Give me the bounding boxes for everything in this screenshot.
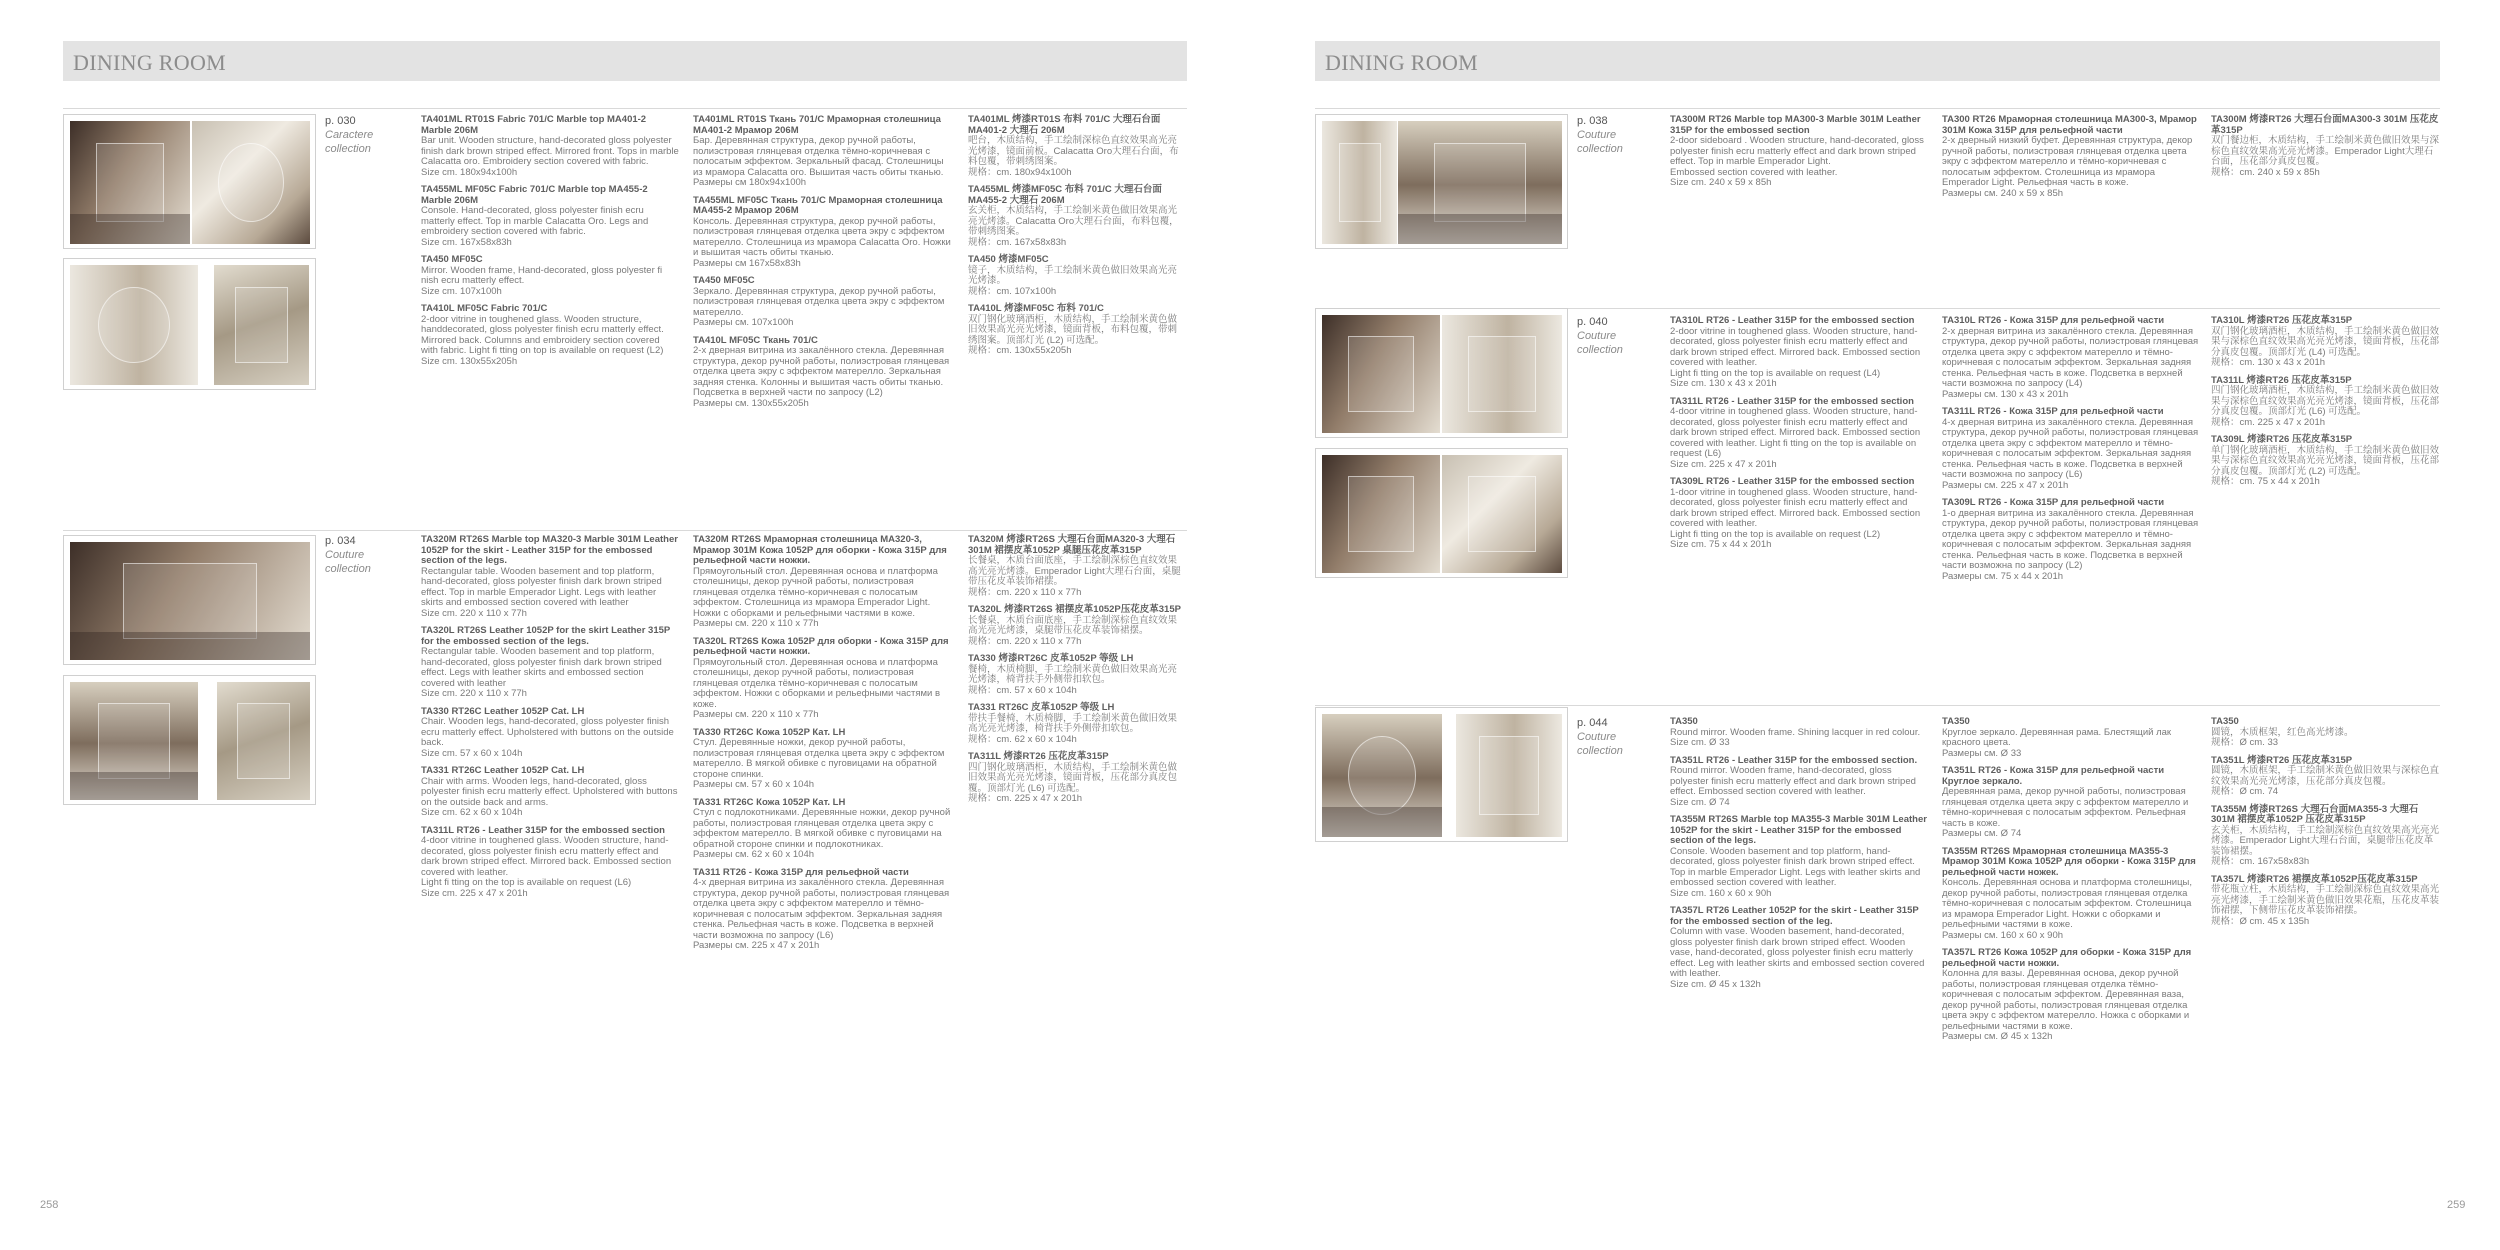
product-code: TA320L RT26S Кожа 1052P для оборки - Кожа 315P для рельефной части ножки. (693, 635, 949, 657)
product-description: 镜子，木质结构，手工绘制米黄色做旧效果高光亮光烤漆。 (968, 264, 1178, 286)
product-description: Стул. Деревянные ножки, декор ручной работы, полиэстровая глянцевая отделка цвета экру с эффектом матерелло. В мягкой обивке с пуговицами на обратной стороне спинки. (693, 737, 945, 780)
product-code: TA310L RT26 - Кожа 315P для рельефной части (1942, 315, 2165, 326)
product-size: Size cm. 57 x 60 x 104h (421, 747, 523, 759)
product-code: TA450 烤漆MF05C (968, 254, 1049, 265)
product-code: TA310L 烤漆RT26 压花皮革315P (2211, 315, 2353, 326)
product-size: 规格：cm. 167x58x83h (2211, 856, 2310, 867)
page-ref-number: p. 044 (1577, 717, 1608, 729)
page-header-right (1315, 41, 2440, 81)
product-code: TA311 RT26 - Кожа 315P для рельефной части (693, 866, 909, 878)
product-entry (2211, 805, 2440, 868)
product-description: 2-х дверная витрина из закалённого стекла. Деревянная структура, декор ручной работы, полиэстровая глянцевая отделка цвета экру с эффектом матерелло. Зеркальная задняя стенка. Колонны и вышитая часть обиты тканью. Подсветка в верхней части по запросу (L2) (693, 345, 950, 398)
description-column-en (421, 115, 679, 374)
product-entry (421, 185, 679, 248)
catalog-section (63, 108, 1187, 468)
product-description: 带扶手餐椅，木质椅脚，手工绘制米黄色做旧效果高光亮光烤漆，椅背扶手外侧带扣软包。 (968, 712, 1178, 734)
product-description: Rectangular table. Wooden basement and top platform, hand-decorated, gloss polyester finish dark brown striped effect. Legs with leather skirts and embossed section covered with leather (421, 646, 662, 689)
product-entry (968, 255, 1186, 297)
product-size: Размеры см. Ø 45 x 132h (1942, 1031, 2053, 1042)
product-description: Mirror. Wooden frame, Hand-decorated, gloss polyester fi nish ecru matterly effect. (421, 264, 663, 286)
product-code: TA455ML 烤漆MF05C 布料 701/C 大理石台面 MA455-2 大理石 206M (968, 184, 1162, 206)
product-code: TA410L MF05C Fabric 701/C (421, 303, 548, 314)
product-description: 圆镜，木质框架，红色高光烤漆。 (2211, 726, 2354, 738)
product-description: 玄关柜，木质结构，手工绘制米黄色做旧效果高光亮光烤漆。Calacatta Oro大理石台面，布料包覆，带刺绣图案。 (968, 205, 1179, 237)
product-entry (968, 535, 1186, 598)
product-code: TA311L 烤漆RT26 压花皮革315P (968, 751, 1109, 762)
product-code: TA330 RT26C Leather 1052P Cat. LH (421, 705, 585, 717)
product-description: Bar unit. Wooden structure, hand-decorated gloss polyester finish dark brown striped effect. Mirrored front. Tops in marble Calacatta oro. Embroidery section covered with fabric. (421, 135, 679, 167)
product-description: Round mirror. Wooden frame, hand-decorated, gloss polyester finish ecru matterly effect and dark brown striped effect. Embossed section covered with leather. (1670, 765, 1916, 797)
product-code: TA350 (1942, 716, 1970, 727)
product-description: Embossed section covered with leather. (1670, 166, 1838, 178)
product-photo (70, 682, 198, 800)
product-description: Console. Wooden basement and top platform, hand-decorated, gloss polyester finish dark brown striped effect. Top in marble Emperador Light. Legs with leather skirts and embossed section covered with leather. (1670, 845, 1921, 888)
product-code: TA351L 烤漆RT26 压花皮革315P (2211, 754, 2353, 766)
page-reference (1577, 717, 1623, 758)
product-code: TA455ML MF05C Fabric 701/C Marble top MA455-2 Marble 206M (421, 184, 648, 206)
product-description: Console. Hand-decorated, gloss polyester finish ecru matterly effect. Top in marble Calacatta Oro. Legs and embroidery section covered with fabric. (421, 205, 649, 237)
product-code: TA330 烤漆RT26C 皮革1052P 等级 LH (968, 653, 1134, 664)
product-code: TA355M RT26S Marble top MA355-3 Marble 301M Leather 1052P for the skirt - Leather 315P for the embossed section of the legs. (1670, 814, 1927, 846)
product-code: TA401ML RT01S Ткань 701/C Мраморная столешница MA401-2 Мрамор 206M (693, 114, 941, 136)
page-number: 258 (40, 1199, 59, 1211)
product-description: Деревянная рама, декор ручной работы, полиэстровая глянцевая отделка цвета экру с эффектом матерелло и тёмно-коричневая с полосатым эффектом. Рельефная часть в коже. (1942, 786, 2189, 829)
product-code: TA331 RT26C Leather 1052P Cat. LH (421, 765, 585, 776)
product-size: 规格：cm. 75 x 44 x 201h (2211, 476, 2320, 487)
product-entry (968, 654, 1186, 696)
collection-label: collection (1577, 142, 1623, 155)
product-image-frame (1315, 707, 1568, 842)
product-size: 规格：cm. 220 x 110 x 77h (968, 586, 1082, 598)
product-code: TA310L RT26 - Leather 315P for the embossed section (1670, 315, 1915, 326)
product-entry (2211, 435, 2440, 488)
product-code: TA309L 烤漆RT26 压花皮革315P (2211, 434, 2353, 445)
product-photo (1442, 315, 1562, 433)
product-entry (1670, 717, 1928, 749)
product-size: 规格：Ø cm. 33 (2211, 737, 2279, 748)
collection-name: Caractere (325, 128, 374, 141)
product-entry (1670, 815, 1928, 899)
product-code: TA410L 烤漆MF05C 布料 701/C (968, 303, 1104, 314)
product-description: 双门钢化玻璃酒柜，木质结构，手工绘制米黄色做旧效果高光亮光烤漆，镜面背板，布料包覆，带刺绣图案。顶部灯光 (L2) 可选配。 (968, 313, 1178, 346)
product-code: TA331 RT26C 皮革1052P 等级 LH (968, 702, 1115, 713)
product-description: 4-door vitrine in toughened glass. Wooden structure, hand-decorated, gloss polyester finish ecru matterly effect and dark brown striped effect. Mirrored back. Embossed section covered with leather. Light fi tting on the top is available on request (L6) (1670, 406, 1921, 459)
description-column-en (1670, 115, 1928, 196)
product-entry (693, 115, 953, 189)
product-description: Rectangular table. Wooden basement and top platform, hand-decorated, gloss polyester finish dark brown striped effect. Top in marble Emperador Light. Legs with leather skirts and embossed section covered with leather (421, 565, 662, 608)
product-size: 规格：cm. 220 x 110 x 77h (968, 635, 1082, 647)
product-description: 吧台，木质结构，手工绘制深棕色直纹效果高光亮光烤漆，镜面前板。Calacatta Oro大理石台面，布料包覆，带刺绣图案。 (968, 135, 1179, 167)
product-description: 2-х дверный низкий буфет. Деревянная структура, декор ручной работы, полиэстровая глянцевая отделка цвета экру с эффектом матерелло и тёмно-коричневая с полосатым эффектом. Столешница из мрамора Emperador Light. Рельефная часть в коже. (1942, 135, 2193, 188)
product-photo (1442, 455, 1562, 573)
product-photo (1322, 455, 1440, 573)
product-image-frame (1315, 308, 1568, 438)
collection-name: Couture (1577, 730, 1617, 743)
page-ref-number: p. 040 (1577, 316, 1608, 328)
product-description: Light fi tting on the top is available on request (L4) (1670, 367, 1881, 379)
product-entry (693, 868, 953, 952)
product-size: Размеры см. 130 x 43 x 201h (1942, 388, 2069, 400)
description-column-en (1670, 717, 1928, 997)
product-size: 规格：cm. 225 x 47 x 201h (2211, 416, 2326, 428)
product-size: Размеры см. 62 x 60 x 104h (693, 849, 815, 860)
page-ref-number: p. 030 (325, 115, 356, 127)
product-photo (1322, 121, 1397, 244)
product-code: TA320M RT26S Marble top MA320-3 Marble 301M Leather 1052P for the skirt - Leather 315P for the embossed section of the legs. (421, 534, 678, 566)
product-code: TA450 MF05C (421, 254, 483, 265)
section-divider (1315, 108, 2440, 109)
description-column-en (421, 535, 679, 906)
product-code: TA300M 烤漆RT26 大理石台面MA300-3 301M 压花皮革315P (2211, 114, 2439, 136)
product-size: 规格：cm. 130 x 43 x 201h (2211, 357, 2326, 368)
product-description: 2-door vitrine in toughened glass. Wooden structure, hand-decorated, gloss polyester finish ecru matterly effect and dark brown striped effect. Mirrored back. Embossed section covered with leather. (1670, 325, 1921, 368)
product-code: TA309L RT26 - Leather 315P for the embossed section (1670, 476, 1915, 487)
product-description: 双门餐边柜，木质结构，手工绘制米黄色做旧效果与深棕色直纹效果高光亮光烤漆。Emperador Light大理石台面，压花部分真皮包覆。 (2211, 135, 2440, 167)
collection-label: collection (325, 142, 371, 155)
product-code: TA309L RT26 - Кожа 315P для рельефной части (1942, 497, 2165, 508)
product-size: 规格：Ø cm. 45 x 135h (2211, 915, 2310, 927)
product-size: Size cm. 167x58x83h (421, 236, 512, 248)
product-size: Size cm. 240 x 59 x 85h (1670, 177, 1772, 188)
product-size: Size cm. 130 x 43 x 201h (1670, 378, 1777, 389)
product-entry (421, 826, 679, 900)
product-code: TA350 (1670, 716, 1698, 727)
section-divider (63, 108, 1187, 109)
product-entry (968, 304, 1186, 357)
product-photo (1322, 714, 1442, 837)
product-size: Size cm. 225 x 47 x 201h (421, 887, 528, 899)
product-size: 规格：Ø cm. 74 (2211, 786, 2279, 797)
product-size: Размеры см. 130x55x205h (693, 397, 809, 409)
product-size: Размеры см. 57 x 60 x 104h (693, 779, 815, 790)
product-code: TA355M 烤漆RT26S 大理石台面MA355-3 大理石301M 裙摆皮革1052P 压花皮革315P (2211, 803, 2419, 825)
product-entry (421, 255, 679, 297)
product-code: TA401ML RT01S Fabric 701/C Marble top MA401-2 Marble 206M (421, 114, 647, 136)
product-description: Стул с подлокотниками. Деревянные ножки, декор ручной работы, полиэстровая глянцевая отделка цвета экру с эффектом матерелло. В мягкой обивке с пуговицами на обратной стороне спинки и подлокотниках. (693, 807, 951, 850)
product-code: TA300M RT26 Marble top MA300-3 Marble 301M Leather 315P for the embossed section (1670, 114, 1921, 136)
product-size: 规格：cm. 107x100h (968, 285, 1057, 297)
product-description: 4-door vitrine in toughened glass. Wooden structure, hand-decorated, gloss polyester finish ecru matterly effect and dark brown striped effect. Mirrored back. Embossed section covered with leather. (421, 835, 672, 878)
product-entry (1670, 397, 1928, 471)
product-entry (2211, 875, 2440, 928)
product-size: 规格：cm. 130x55x205h (968, 345, 1072, 356)
collection-label: collection (1577, 744, 1623, 757)
product-size: Размеры см. 240 x 59 x 85h (1942, 187, 2064, 199)
product-code: TA357L 烤漆RT26 裙摆皮革1052P压花皮革315P (2211, 873, 2418, 885)
product-size: Size cm. 130x55x205h (421, 355, 518, 367)
product-size: Size cm. Ø 33 (1670, 737, 1730, 748)
section-divider (63, 530, 1187, 531)
product-code: TA311L RT26 - Кожа 315P для рельефной части (1942, 406, 2164, 417)
product-size: Size cm. Ø 45 x 132h (1670, 978, 1761, 990)
product-code: TA311L RT26 - Leather 315P for the embossed section (421, 824, 665, 836)
product-image-frame (1315, 114, 1568, 249)
product-entry (693, 276, 953, 329)
product-entry (968, 605, 1186, 647)
product-entry (2211, 316, 2440, 369)
product-code: TA330 RT26C Кожа 1052P Кат. LH (693, 726, 846, 738)
product-entry (421, 707, 679, 760)
product-code: TA311L 烤漆RT26 压花皮革315P (2211, 374, 2352, 386)
product-size: Размеры см. 220 x 110 x 77h (693, 618, 819, 629)
product-code: TA450 MF05C (693, 275, 755, 286)
product-photo (1456, 714, 1562, 837)
catalog-section (1315, 108, 2440, 258)
section-title: DINING ROOM (1325, 50, 1479, 75)
product-description: 四门钢化玻璃酒柜，木质结构，手工绘制米黄色做旧效果与深棕色直纹效果高光亮光烤漆，镜面背板，压花部分真皮包覆。顶部灯光 (L6) 可选配。 (2211, 385, 2440, 417)
product-description: 1-о дверная витрина из закалённого стекла. Деревянная структура, декор ручной работы, полиэстровая глянцевая отделка цвета экру с эффектом матерелло и тёмно-коричневая с полосатым эффектом. Зеркальная задняя стенка. Рельефная часть в коже. Подсветка в верхней части возможна по запросу (L2) (1942, 507, 2199, 571)
catalog-section (1315, 308, 2440, 638)
product-size: Размеры см. Ø 33 (1942, 747, 2022, 759)
description-column-ru (693, 115, 953, 416)
product-size: Размеры см. 225 x 47 x 201h (693, 940, 820, 951)
product-code: TA320L RT26S Leather 1052P for the skirt Leather 315P for the embossed section of the legs. (421, 625, 671, 647)
product-entry (421, 115, 679, 178)
description-column-zh (968, 115, 1186, 364)
product-description: 2-х дверная витрина из закалённого стекла. Деревянная структура, декор ручной работы, полиэстровая глянцевая отделка цвета экру с эффектом матерелло и тёмно-коричневая с полосатым эффектом. Зеркальная задняя стенка. Рельефная часть в коже. Подсветка в верхней части возможна по запросу (L4) (1942, 325, 2199, 389)
description-column-zh (2211, 717, 2440, 934)
product-description: Консоль. Деревянная структура, декор ручной работы, полиэстровая глянцевая отделка цвета экру с эффектом матерелло. Столешница из мрамора Calacatta Oro. Ножки и вышитая часть обиты тканью. (693, 215, 951, 258)
product-entry (1942, 115, 2202, 199)
page-ref-number: p. 034 (325, 535, 356, 547)
product-size: 规格：cm. 180x94x100h (968, 166, 1072, 178)
product-image-frame (1315, 448, 1568, 578)
product-size: Размеры см. 160 x 60 x 90h (1942, 929, 2064, 941)
product-size: 规格：cm. 225 x 47 x 201h (968, 793, 1083, 804)
product-size: Размеры см 167x58x83h (693, 257, 801, 269)
page-ref-number: p. 038 (1577, 115, 1608, 127)
product-code: TA300 RT26 Мраморная столешница MA300-3, Мрамор 301M Кожа 315P для рельефной части (1942, 114, 2197, 136)
product-entry (1942, 498, 2202, 582)
product-description: 餐椅，木质椅脚，手工绘制米黄色做旧效果高光亮光烤漆，椅背扶手外侧带扣软包。 (968, 663, 1178, 685)
section-divider (1315, 705, 2440, 706)
product-entry (2211, 756, 2440, 798)
catalog-section (1315, 705, 2440, 1085)
product-description: Консоль. Деревянная основа и платформа столешницы, декор ручной работы, полиэстровая глянцевая отделка тёмно-коричневая с полосатым эффектом. Столешница из мрамора Emperador Light. Ножки с оборками и рельефными частями в коже. (1942, 877, 2192, 930)
product-code: TA357L RT26 Leather 1052P for the skirt - Leather 315P for the embossed section of the leg. (1670, 905, 1919, 927)
product-photo (70, 121, 190, 244)
product-entry (1670, 115, 1928, 189)
product-size: Размеры см 180x94x100h (693, 177, 807, 188)
product-entry (1942, 948, 2202, 1043)
description-column-zh (968, 535, 1186, 812)
product-entry (2211, 717, 2440, 749)
product-description: 双门钢化玻璃酒柜，木质结构，手工绘制米黄色做旧效果与深棕色直纹效果高光亮光烤漆，镜面背板，压花部分真皮包覆。顶部灯光 (L4) 可选配。 (2211, 325, 2440, 358)
product-size: Size cm. 62 x 60 x 104h (421, 807, 523, 818)
product-description: 1-door vitrine in toughened glass. Wooden structure, hand-decorated, gloss polyester finish ecru matterly effect and dark brown striped effect. Mirrored back. Embossed section covered with leather. (1670, 486, 1921, 529)
product-description: 带花瓶立柱，木质结构，手工绘制深棕色直纹效果高光亮光烤漆，手工绘制米黄色做旧效果花瓶，压花皮革装饰裙摆，下侧带压花皮革装饰裙摆。 (2211, 884, 2440, 916)
product-description: Column with vase. Wooden basement, hand-decorated, gloss polyester finish dark brown striped effect. Wooden vase, hand-decorated, gloss polyester finish ecru matterly effect. Leg with leather skirts and embossed section covered with leather. (1670, 926, 1925, 979)
product-entry (421, 304, 679, 367)
product-description: Зеркало. Деревянная структура, декор ручной работы, полиэстровая глянцевая отделка цвета экру с эффектом матерелло. (693, 285, 945, 318)
product-description: Бар. Деревянная структура, декор ручной работы, полиэстровая глянцевая отделка тёмно-коричневая с полосатым эффектом. Зеркальный фасад. Столешницы из мрамора Calacatta oro. Вышитая часть обиты тканью. (693, 135, 944, 178)
product-description: 长餐桌，木质台面底座，手工绘制深棕色直纹效果高光亮光烤漆。Emperador Light大理石台面，桌腿带压花皮革装饰裙摆。 (968, 555, 1181, 587)
product-photo (192, 121, 310, 244)
product-size: Size cm. 75 x 44 x 201h (1670, 539, 1772, 550)
product-photo (214, 265, 309, 385)
product-entry (968, 115, 1186, 178)
collection-label: collection (325, 562, 371, 575)
product-description: Колонна для вазы. Деревянная основа, декор ручной работы, полиэстровая глянцевая отделка тёмно-коричневая с полосатым эффектом. Деревянная ваза, декор ручной работы, полиэстровая глянцевая отделка цвета экру с эффектом матерелло. Ножка с оборками и рельефными частями в коже. (1942, 968, 2190, 1032)
product-size: Размеры см. 225 x 47 x 201h (1942, 479, 2069, 491)
product-code: TA331 RT26C Кожа 1052P Кат. LH (693, 796, 846, 808)
product-entry (1670, 756, 1928, 809)
description-column-ru (1942, 717, 2202, 1050)
product-photo (217, 682, 310, 800)
page-header-left (63, 41, 1187, 81)
product-entry (693, 728, 953, 791)
collection-name: Couture (1577, 128, 1617, 141)
product-size: Size cm. 107x100h (421, 285, 502, 297)
product-size: Размеры см. 107x100h (693, 317, 794, 328)
product-entry (968, 185, 1186, 248)
product-entry (1942, 766, 2202, 840)
product-entry (693, 196, 953, 270)
description-column-ru (1942, 316, 2202, 589)
product-size: Size cm. Ø 74 (1670, 796, 1730, 808)
product-code: TA320M 烤漆RT26S 大理石台面MA320-3 大理石301M 裙摆皮革1052P 桌腿压花皮革315P (968, 534, 1176, 556)
product-description: 2-door sideboard . Wooden structure, hand-decorated, gloss polyester finish ecru matterly effect and dark brown striped effect. Top in marble Emperador Light. (1670, 135, 1924, 167)
product-image-frame (63, 535, 316, 665)
description-column-zh (2211, 115, 2440, 185)
product-description: 圆镜，木质框架，手工绘制米黄色做旧效果与深棕色直纹效果高光亮光烤漆，压花部分真皮包覆。 (2211, 765, 2440, 787)
product-description: Прямоугольный стол. Деревянная основа и платформа столешницы, декор ручной работы, полиэстровая глянцевая отделка тёмно-коричневая с полосатым эффектом. Ножки с оборками и рельефными частями в коже. (693, 656, 941, 710)
description-column-en (1670, 316, 1928, 558)
product-entry (421, 626, 679, 700)
product-image-frame (63, 114, 316, 249)
product-size: Размеры см. 220 x 110 x 77h (693, 709, 819, 720)
page-reference (325, 535, 371, 576)
product-code: TA350 (2211, 716, 2239, 727)
product-code: TA320L 烤漆RT26S 裙摆皮革1052P压花皮革315P (968, 604, 1181, 615)
product-code: TA355M RT26S Мраморная столешница MA355-3 Мрамор 301M Кожа 1052P для оборки - Кожа 315P для рельефной части ножек. (1942, 845, 2196, 878)
product-entry (421, 535, 679, 619)
product-entry (968, 703, 1186, 745)
product-description: 四门钢化玻璃酒柜，木质结构，手工绘制米黄色做旧效果高光亮光烤漆，镜面背板，压花部分真皮包覆。顶部灯光 (L6) 可选配。 (968, 761, 1178, 794)
product-entry (1942, 847, 2202, 942)
product-image-frame (63, 675, 316, 805)
product-image-frame (63, 258, 316, 390)
product-size: Size cm. 220 x 110 x 77h (421, 688, 527, 699)
product-entry (1942, 407, 2202, 491)
product-description: Chair. Wooden legs, hand-decorated, gloss polyester finish ecru matterly effect. Upholstered with buttons on the outside back. (421, 716, 674, 748)
product-description: Прямоугольный стол. Деревянная основа и платформа столешницы, декор ручной работы, полиэстровая глянцевая отделка тёмно-коричневая с полосатым эффектом. Столешница из мрамора Emperador Light. Ножки с оборками и рельефными частями в коже. (693, 565, 938, 619)
product-size: 规格：cm. 167x58x83h (968, 236, 1067, 248)
product-entry (1670, 906, 1928, 990)
product-description: 长餐桌，木质台面底座，手工绘制深棕色直纹效果高光亮光烤漆，桌腿带压花皮革装饰裙摆。 (968, 614, 1178, 636)
page-number: 259 (2447, 1199, 2466, 1211)
description-column-zh (2211, 316, 2440, 495)
product-code: TA351L RT26 - Кожа 315P для рельефной части Круглое зеркало. (1942, 765, 2165, 787)
product-photo (70, 542, 310, 660)
product-size: Size cm. 160 x 60 x 90h (1670, 887, 1772, 899)
catalog-section (63, 530, 1187, 951)
description-column-ru (693, 535, 953, 959)
page-reference (1577, 316, 1623, 357)
product-code: TA320M RT26S Мраморная столешница MA320-3, Мрамор 301M Кожа 1052P для оборки - Кожа 315P для рельефной части ножки. (693, 534, 947, 566)
product-photo (1398, 121, 1562, 244)
product-description: 4-х дверная витрина из закалённого стекла. Деревянная структура, декор ручной работы, полиэстровая глянцевая отделка цвета экру с эффектом матерелло и тёмно-коричневая с полосатым эффектом. Зеркальная задняя стенка. Рельефная часть в коже. Подсветка в верхней части возможна по запросу (L6) (693, 877, 950, 941)
product-description: Round mirror. Wooden frame. Shining lacquer in red colour. (1670, 726, 1921, 738)
product-size: Размеры см. 75 x 44 x 201h (1942, 570, 2064, 582)
product-entry (693, 336, 953, 410)
product-size: Размеры см. Ø 74 (1942, 828, 2022, 839)
product-entry (968, 752, 1186, 805)
product-code: TA455ML MF05C Ткань 701/C Мраморная столешница MA455-2 Мрамор 206M (693, 194, 943, 216)
product-description: 4-х дверная витрина из закалённого стекла. Деревянная структура, декор ручной работы, полиэстровая глянцевая отделка цвета экру с эффектом матерелло и тёмно-коричневая с полосатым эффектом. Зеркальная задняя стенка. Рельефная часть в коже. Подсветка в верхней части возможна по запросу (L6) (1942, 416, 2199, 480)
product-description: Light fi tting on the top is available on request (L2) (1670, 528, 1881, 540)
product-code: TA401ML 烤漆RT01S 布料 701/C 大理石台面 MA401-2 大理石 206M (968, 114, 1161, 136)
product-entry (2211, 115, 2440, 178)
collection-name: Couture (325, 548, 365, 561)
product-description: Light fi tting on the top is available on request (L6) (421, 877, 632, 888)
product-size: Size cm. 180x94x100h (421, 166, 518, 178)
product-entry (693, 637, 953, 721)
product-entry (1670, 316, 1928, 390)
product-description: 2-door vitrine in toughened glass. Wooden structure, handdecorated, gloss polyester finish ecru matterly effect. Mirrored back. Columns and embroidery section covered with fabric. Light fi tting on top is available on request (L2) (421, 313, 664, 356)
product-photo (70, 265, 198, 385)
product-code: TA410L MF05C Ткань 701/C (693, 334, 818, 346)
collection-name: Couture (1577, 329, 1617, 342)
description-column-ru (1942, 115, 2202, 206)
product-size: Size cm. 225 x 47 x 201h (1670, 458, 1777, 470)
product-code: TA351L RT26 - Leather 315P for the embossed section. (1670, 754, 1918, 766)
product-description: 单门钢化玻璃酒柜，木质结构，手工绘制米黄色做旧效果与深棕色直纹效果高光亮光烤漆，镜面背板，压花部分真皮包覆。顶部灯光 (L2) 可选配。 (2211, 444, 2440, 477)
product-entry (1942, 717, 2202, 759)
page-reference (325, 115, 373, 156)
page-reference (1577, 115, 1623, 156)
product-code: TA357L RT26 Кожа 1052P для оборки - Кожа 315P для рельефной части ножки. (1942, 947, 2192, 969)
product-description: Круглое зеркало. Деревянная рама. Блестящий лак красного цвета. (1942, 726, 2172, 748)
product-entry (1670, 477, 1928, 551)
product-code: TA311L RT26 - Leather 315P for the embossed section (1670, 395, 1914, 407)
product-entry (693, 535, 953, 630)
section-title: DINING ROOM (73, 50, 227, 75)
product-entry (693, 798, 953, 861)
product-size: 规格：cm. 240 x 59 x 85h (2211, 166, 2320, 178)
product-size: 规格：cm. 62 x 60 x 104h (968, 733, 1077, 745)
product-size: 规格：cm. 57 x 60 x 104h (968, 684, 1077, 696)
product-size: Size cm. 220 x 110 x 77h (421, 607, 527, 619)
product-description: 玄关柜，木质结构，手工绘制深棕色直纹效果高光亮光烤漆。Emperador Light大理石台面，桌腿带压花皮革装饰裙摆。 (2211, 824, 2440, 857)
product-description: Chair with arms. Wooden legs, hand-decorated, gloss polyester finish ecru matterly effect. Upholstered with buttons on the outside back and arms. (421, 775, 678, 808)
collection-label: collection (1577, 343, 1623, 356)
product-entry (1942, 316, 2202, 400)
product-entry (421, 766, 679, 819)
product-entry (2211, 376, 2440, 429)
product-photo (1322, 315, 1440, 433)
